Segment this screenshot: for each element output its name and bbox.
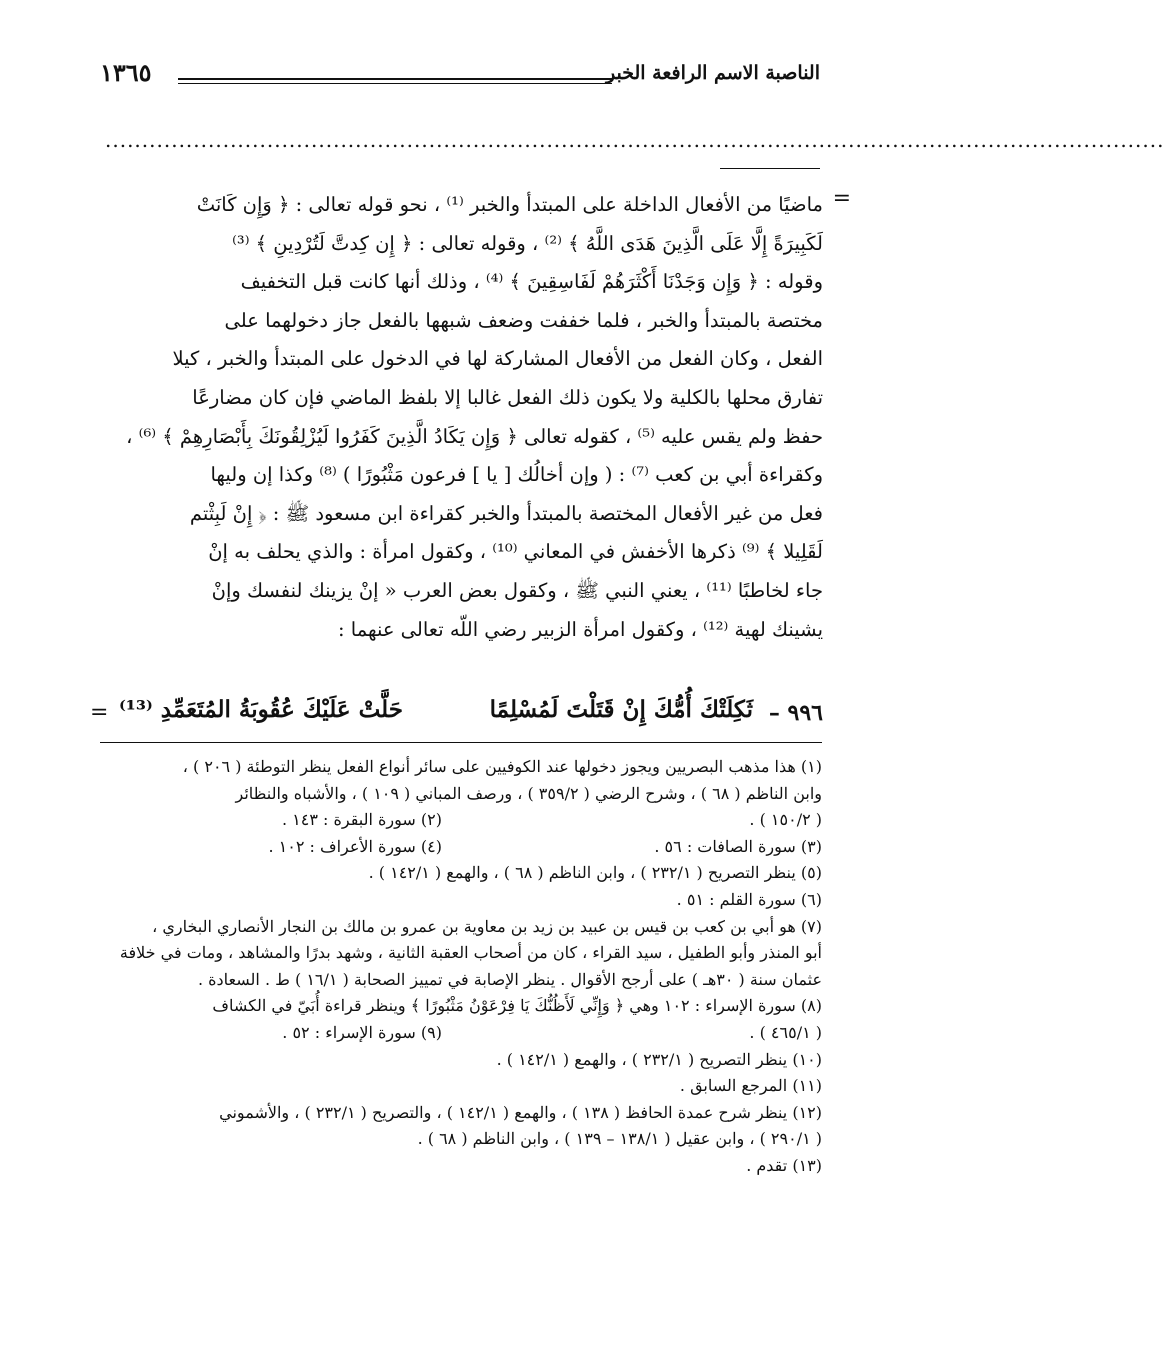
dotted-line: ................................................................................................................................................ <box>105 128 1164 152</box>
page-number: ١٣٦٥ <box>100 58 152 87</box>
running-title: الناصبة الاسم الرافعة الخبر <box>606 62 820 84</box>
footnote-line: (٨) سورة الإسراء : ١٠٢ وهي ﴿ وَإِنِّي لَأَظُنُّكَ يَا فِرْعَوْنُ مَثْبُورًا ﴾ وينظر قراءة أُبَيّ في الكشاف <box>212 996 822 1016</box>
page-header <box>100 60 820 100</box>
footnote-line: عثمان سنة ( ٣٠هـ ) على أرجح الأقوال . ينظر الإصابة في تمييز الصحابة ( ١٦/١ ) ط . السعادة . <box>197 969 822 989</box>
continuation-mark-start: = <box>832 186 851 211</box>
text-line: مختصة بالمبتدأ والخبر ، فلما خففت وضعف شبهها بالفعل جاز دخولهما على <box>224 308 823 332</box>
text-line: لَكَبِيرَةً إِلَّا عَلَى الَّذِينَ هَدَى اللَّهُ ﴾ ⁽²⁾ ، وقوله تعالى : ﴿ إِن كِدتَّ لَتُرْدِينِ ﴾ ⁽³⁾ <box>232 231 823 255</box>
text-line: وقوله : ﴿ وَإِن وَجَدْنَا أَكْثَرَهُمْ لَفَاسِقِينَ ﴾ ⁽⁴⁾ ، وذلك أنها كانت قبل التخفيف <box>240 270 823 294</box>
footnote-line: (٧) هو أبي بن كعب بن قيس بن عبيد بن زيد بن معاوية بن عمرو بن مالك بن النجار الأنصاري البخاري ، <box>152 916 822 936</box>
footnote-line: (٤) سورة الأعراف : ١٠٢ . <box>268 836 442 856</box>
footnote-separator <box>100 742 822 743</box>
footnote-line: ( ١٥٠/٢ ) . <box>749 810 822 830</box>
footnote-line: (١٠) ينظر التصريح ( ٢٣٢/١ ) ، والهمع ( ١٤٢/١ ) . <box>496 1049 822 1069</box>
dotted-separator <box>105 128 1164 152</box>
text-line: ماضيًا من الأفعال الداخلة على المبتدأ والخبر ⁽¹⁾ ، نحو قوله تعالى : ﴿ وَإِن كَانَتْ <box>196 193 823 216</box>
footnote-row <box>100 807 822 834</box>
footnote-line: (١) هذا مذهب البصريين ويجوز دخولها عند الكوفيين على سائر أنواع الفعل ينظر التوطئة ( ٢٠٦ ) ، <box>182 757 822 776</box>
text-line: تفارق محلها بالكلية ولا يكون ذلك الفعل غالبا إلا بلفظ الماضي فإن كان مضارعًا <box>192 385 823 409</box>
verse-first-hemistich: ثَكِلَتْكَ أُمُّكَ إِنْ قَتَلْتَ لَمُسْلِمًا <box>489 696 753 723</box>
text-line: لَقَلِيلا ﴾ ⁽⁹⁾ ذكرها الأخفش في المعاني ⁽¹⁰⁾ ، وكقول امرأة : والذي يحلف به إنْ <box>208 540 823 564</box>
footnote-line: (١١) المرجع السابق . <box>679 1076 822 1096</box>
footnote-line: ( ٤٦٥/١ ) . <box>749 1022 822 1042</box>
footnote-line: وابن الناظم ( ٦٨ ) ، وشرح الرضي ( ٣٥٩/٢ ) ، ورصف المباني ( ١٠٩ ) ، والأشباه والنظائر <box>235 783 822 803</box>
verse-number: ٩٩٦ – <box>768 700 823 726</box>
text-line: يشينك لهية ⁽¹²⁾ ، وكقول امرأة الزبير رضي اللّه تعالى عنهما : <box>337 617 823 641</box>
text-line: وكقراءة أبي بن كعب ⁽⁷⁾ : ( وإن أخالُك [ يا ] فرعون مَثْبُورًا ) ⁽⁸⁾ وكذا إن وليها <box>210 463 823 487</box>
text-line: حفظ ولم يقس عليه ⁽⁵⁾ ، كقوله تعالى ﴿ وَإِن يَكَادُ الَّذِينَ كَفَرُوا لَيُزْلِقُونَكَ بِأَبْصَارِهِمْ ﴾ ⁽⁶⁾ ، <box>126 424 823 448</box>
main-text <box>98 186 851 649</box>
footnote-line: (٣) سورة الصافات : ٥٦ . <box>654 836 822 856</box>
footnote-line: (٥) ينظر التصريح ( ٢٣٢/١ ) ، وابن الناظم ( ٦٨ ) ، والهمع ( ١٤٢/١ ) . <box>368 863 822 883</box>
text-line: جاء لخاطبًا ⁽¹¹⁾ ، يعني النبي ﷺ ، وكقول بعض العرب « إنْ يزينك لنفسك وإنْ <box>211 578 823 602</box>
footnote-row <box>100 1020 822 1047</box>
footnote-line: (٩) سورة الإسراء : ٥٢ . <box>282 1022 442 1042</box>
short-rule <box>720 168 820 169</box>
footnote-line: (٢) سورة البقرة : ١٤٣ . <box>281 810 442 830</box>
poetry-verse <box>90 694 823 740</box>
text-line: الفعل ، وكان الفعل من الأفعال المشاركة لها في الدخول على المبتدأ والخبر ، كيلا <box>172 347 823 371</box>
footnote-row <box>100 834 822 861</box>
continuation-mark-end: = <box>90 700 109 725</box>
footnote-line: (١٣) تقدم . <box>746 1155 822 1175</box>
footnotes <box>100 754 822 1180</box>
footnote-line: ( ٢٩٠/١ ) ، وابن عقيل ( ١٣٨/١ – ١٣٩ ) ، وابن الناظم ( ٦٨ ) . <box>417 1129 822 1149</box>
header-double-rule <box>178 78 612 80</box>
text-line: فعل من غير الأفعال المختصة بالمبتدأ والخبر كقراءة ابن مسعود ﷺ : ﴿ إِنْ لَبِثْتم <box>189 501 823 525</box>
footnote-line: (٦) سورة القلم : ٥١ . <box>676 889 822 909</box>
footnote-line: أبو المنذر وأبو الطفيل ، سيد القراء ، كان من أصحاب العقبة الثانية ، وشهد بدرًا والمشاهد ، ومات في خلافة <box>119 943 822 963</box>
footnote-line: (١٢) ينظر شرح عمدة الحافظ ( ١٣٨ ) ، والهمع ( ١٤٢/١ ) ، والتصريح ( ٢٣٢/١ ) ، والأشموني <box>219 1102 822 1122</box>
verse-second-hemistich: حَلَّتْ عَلَيْكَ عُقُوبَةُ المُتَعَمِّدِ ⁽¹³⁾ <box>118 696 403 723</box>
